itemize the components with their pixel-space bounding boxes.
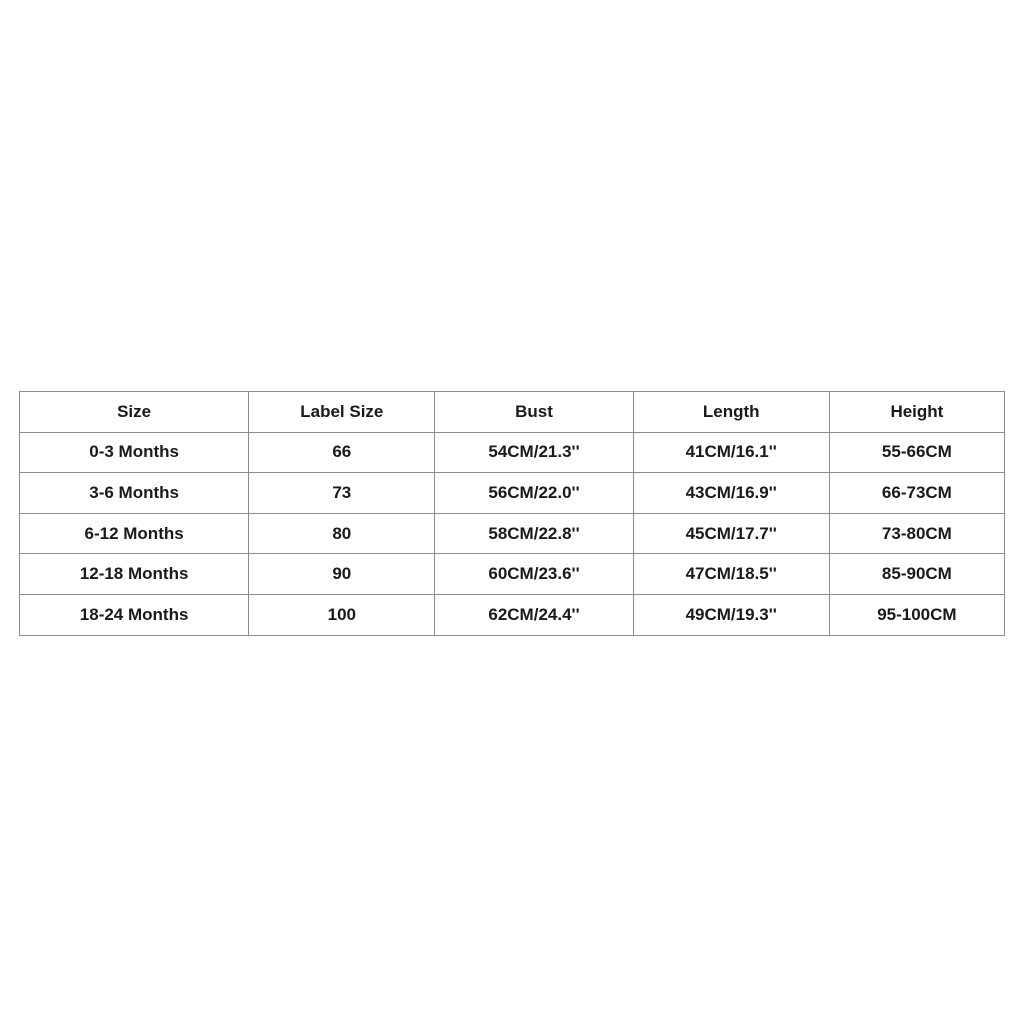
- size-chart-table: [19, 391, 1005, 636]
- cell-length: 41CM/16.1'': [633, 432, 829, 473]
- header-size: Size: [20, 392, 249, 433]
- cell-bust: 56CM/22.0'': [435, 473, 633, 514]
- cell-size: 6-12 Months: [20, 513, 249, 554]
- cell-size: 18-24 Months: [20, 594, 249, 635]
- table-header-row: [20, 392, 1005, 433]
- cell-length: 43CM/16.9'': [633, 473, 829, 514]
- cell-height: 55-66CM: [829, 432, 1004, 473]
- cell-length: 49CM/19.3'': [633, 594, 829, 635]
- cell-height: 85-90CM: [829, 554, 1004, 595]
- header-bust: Bust: [435, 392, 633, 433]
- cell-label-size: 100: [249, 594, 435, 635]
- cell-label-size: 80: [249, 513, 435, 554]
- cell-label-size: 90: [249, 554, 435, 595]
- cell-length: 45CM/17.7'': [633, 513, 829, 554]
- table-row: [20, 473, 1005, 514]
- cell-bust: 62CM/24.4'': [435, 594, 633, 635]
- cell-size: 3-6 Months: [20, 473, 249, 514]
- cell-label-size: 73: [249, 473, 435, 514]
- cell-height: 66-73CM: [829, 473, 1004, 514]
- cell-label-size: 66: [249, 432, 435, 473]
- cell-size: 0-3 Months: [20, 432, 249, 473]
- table-row: [20, 432, 1005, 473]
- cell-bust: 58CM/22.8'': [435, 513, 633, 554]
- table-row: [20, 594, 1005, 635]
- table-row: [20, 554, 1005, 595]
- cell-bust: 60CM/23.6'': [435, 554, 633, 595]
- table-row: [20, 513, 1005, 554]
- cell-bust: 54CM/21.3'': [435, 432, 633, 473]
- header-height: Height: [829, 392, 1004, 433]
- cell-length: 47CM/18.5'': [633, 554, 829, 595]
- header-label-size: Label Size: [249, 392, 435, 433]
- cell-height: 95-100CM: [829, 594, 1004, 635]
- header-length: Length: [633, 392, 829, 433]
- cell-size: 12-18 Months: [20, 554, 249, 595]
- cell-height: 73-80CM: [829, 513, 1004, 554]
